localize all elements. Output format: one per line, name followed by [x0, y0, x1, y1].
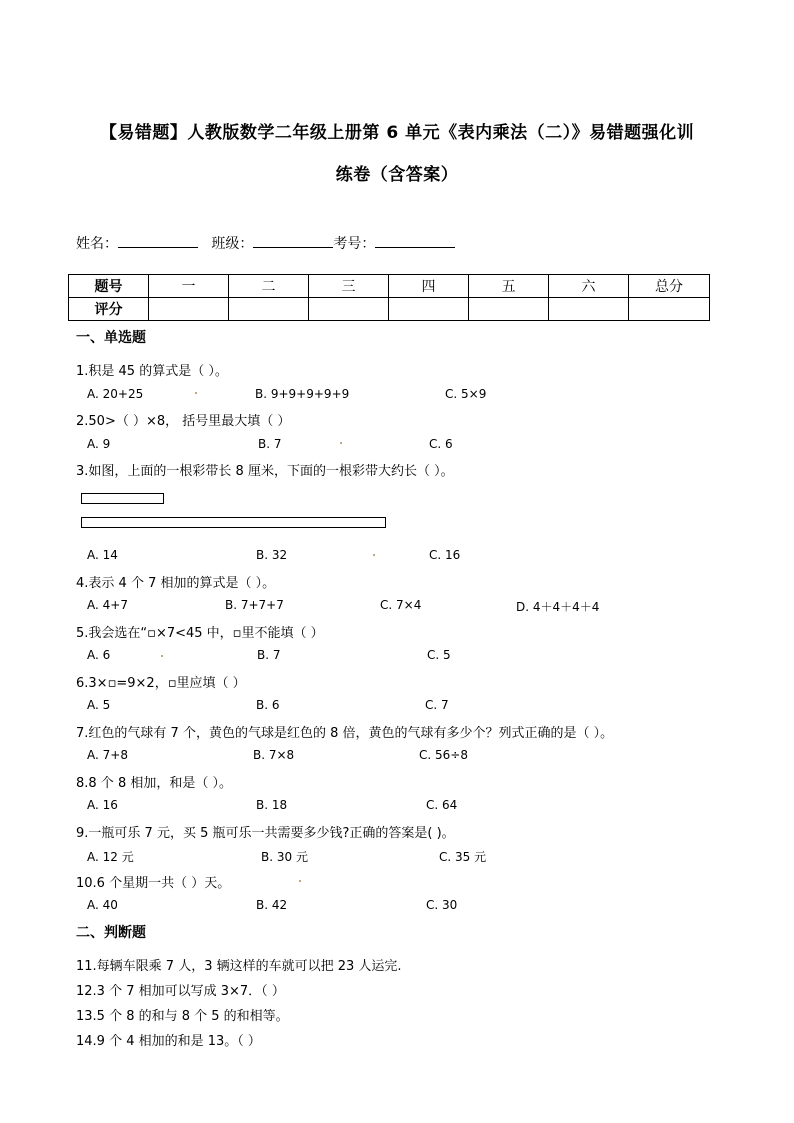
scan-speck	[340, 442, 342, 444]
header-cell: 三	[309, 275, 389, 298]
q8-option-a: A. 16	[87, 798, 118, 812]
score-cell	[149, 298, 229, 321]
q5-option-b: B. 7	[257, 648, 281, 662]
q5-option-c: C. 5	[427, 648, 451, 662]
q4-option-c: C. 7×4	[380, 598, 422, 612]
score-cell	[229, 298, 309, 321]
scan-speck	[373, 554, 375, 556]
question-3: 3.如图，上面的一根彩带长 8 厘米，下面的一根彩带大约长（ ）。	[76, 464, 454, 479]
question-2: 2.50>（ ）×8， 括号里最大填（ ）	[76, 414, 291, 429]
section-title-single-choice: 一、单选题	[76, 330, 146, 346]
question-13: 13.5 个 8 的和与 8 个 5 的和相等。	[76, 1009, 289, 1024]
q4-option-b: B. 7+7+7	[225, 598, 284, 612]
q7-option-a: A. 7+8	[87, 748, 128, 762]
score-cell	[389, 298, 469, 321]
question-10: 10.6 个星期一共（ ）天。	[76, 876, 231, 891]
q5-option-a: A. 6	[87, 648, 111, 662]
score-cell	[469, 298, 549, 321]
exam-no-label: 考号：	[333, 236, 376, 252]
q2-option-c: C. 6	[429, 437, 453, 451]
q8-option-b: B. 18	[256, 798, 288, 812]
question-5: 5.我会选在“▫×7<45 中，▫里不能填（ ）	[76, 626, 324, 641]
q7-option-c: C. 56÷8	[419, 748, 468, 762]
q4-option-a: A. 4+7	[87, 598, 128, 612]
question-4: 4.表示 4 个 7 相加的算式是（ ）。	[76, 576, 276, 591]
q3-option-c: C. 16	[429, 548, 461, 562]
q9-option-b: B. 30 元	[261, 850, 308, 864]
q6-option-c: C. 7	[425, 698, 449, 712]
question-9: 9.一瓶可乐 7 元，买 5 瓶可乐一共需要多少钱?正确的答案是( )。	[76, 826, 455, 841]
score-table-score-row	[69, 298, 710, 321]
question-8: 8.8 个 8 相加，和是（ ）。	[76, 776, 232, 791]
title-line-2: 练卷（含答案）	[335, 165, 459, 185]
student-info	[76, 233, 455, 253]
ribbon-top	[81, 493, 164, 504]
section-title-true-false: 二、判断题	[76, 925, 146, 941]
q1-option-c: C. 5×9	[445, 387, 487, 401]
score-cell	[549, 298, 629, 321]
q3-option-a: A. 14	[87, 548, 118, 562]
ribbon-bottom	[81, 517, 386, 528]
scan-speck	[161, 655, 163, 657]
header-cell: 六	[549, 275, 629, 298]
q1-option-b: B. 9+9+9+9+9	[255, 387, 350, 401]
name-label: 姓名：	[76, 236, 118, 252]
score-row-label: 评分	[69, 298, 149, 321]
q1-option-a: A. 20+25	[87, 387, 144, 401]
header-cell-total: 总分	[629, 275, 710, 298]
q2-option-a: A. 9	[87, 437, 111, 451]
q4-option-d: D. 4＋4＋4＋4	[516, 600, 600, 614]
header-cell: 四	[389, 275, 469, 298]
class-blank	[253, 233, 333, 248]
score-cell	[629, 298, 710, 321]
q6-option-a: A. 5	[87, 698, 111, 712]
name-blank	[118, 233, 198, 248]
header-cell: 一	[149, 275, 229, 298]
question-14: 14.9 个 4 相加的和是 13。（ ）	[76, 1034, 261, 1049]
q9-option-a: A. 12 元	[87, 850, 134, 864]
scan-speck	[299, 880, 301, 882]
q9-option-c: C. 35 元	[439, 850, 487, 864]
question-1: 1.积是 45 的算式是（ ）。	[76, 364, 228, 379]
q7-option-b: B. 7×8	[253, 748, 295, 762]
exam-no-blank	[375, 233, 455, 248]
question-6: 6.3×▫=9×2，▫里应填（ ）	[76, 676, 246, 691]
score-table-header-row	[69, 275, 710, 298]
q6-option-b: B. 6	[256, 698, 280, 712]
q10-option-c: C. 30	[426, 898, 458, 912]
header-cell: 五	[469, 275, 549, 298]
scan-speck	[195, 392, 197, 394]
class-label: 班级：	[211, 236, 254, 252]
q3-option-b: B. 32	[256, 548, 288, 562]
header-cell: 二	[229, 275, 309, 298]
score-table	[68, 274, 710, 321]
q8-option-c: C. 64	[426, 798, 458, 812]
header-cell-question-no: 题号	[69, 275, 149, 298]
q2-option-b: B. 7	[258, 437, 282, 451]
question-12: 12.3 个 7 相加可以写成 3×7．（ ）	[76, 984, 285, 999]
question-11: 11.每辆车限乘 7 人，3 辆这样的车就可以把 23 人运完.	[76, 959, 402, 974]
score-cell	[309, 298, 389, 321]
q10-option-b: B. 42	[256, 898, 288, 912]
question-7: 7.红色的气球有 7 个，黄色的气球是红色的 8 倍，黄色的气球有多少个？列式正确的是（ ）。	[76, 726, 614, 741]
title-line-1: 【易错题】人教版数学二年级上册第 6 单元《表内乘法（二）》易错题强化训	[99, 123, 695, 143]
q10-option-a: A. 40	[87, 898, 118, 912]
